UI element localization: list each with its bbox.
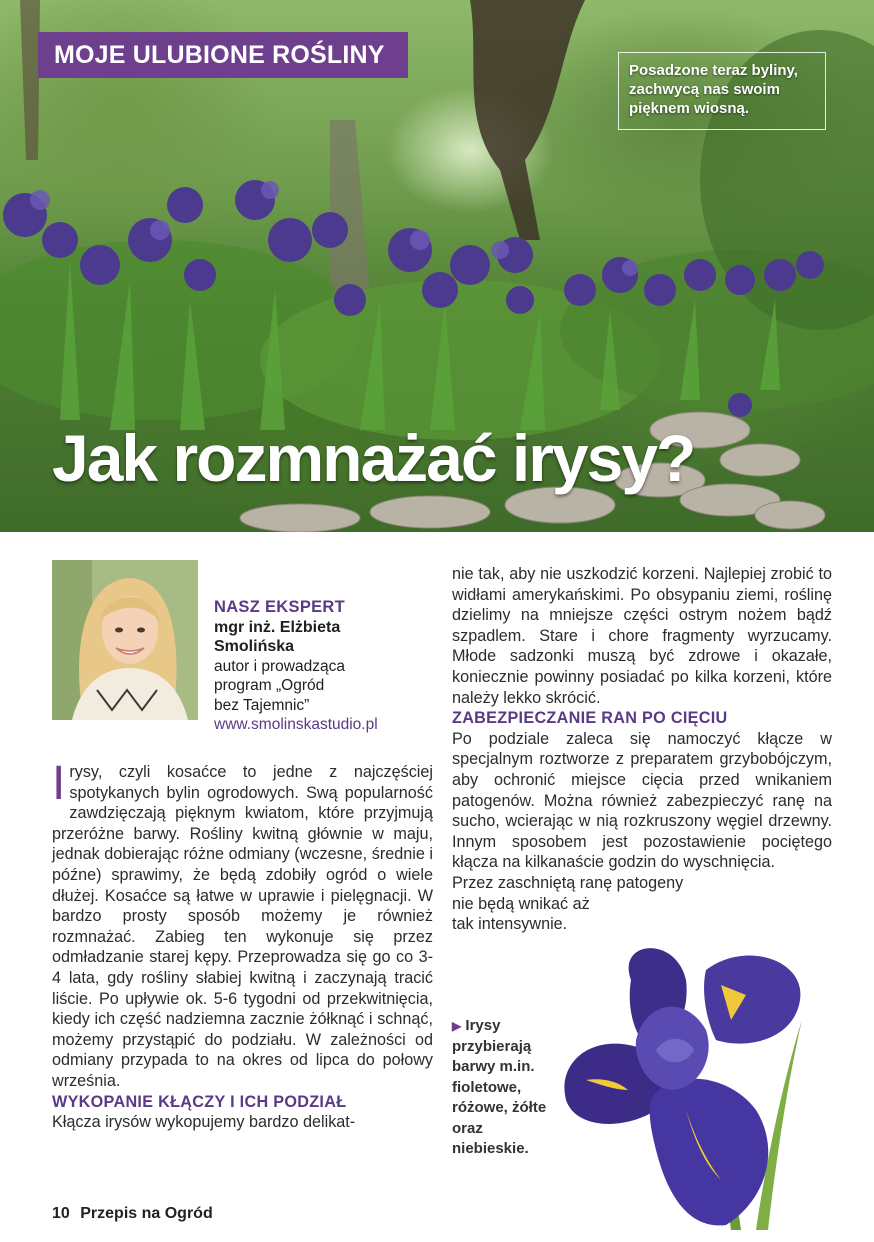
intro-paragraph xyxy=(52,757,433,1092)
caption-arrow-icon: ▶ xyxy=(452,1019,462,1033)
expert-heading: NASZ EKSPERT xyxy=(214,598,346,616)
photo-caption-text: Irysy przybierają barwy m.in. fioletowe, różowe, żółte oraz niebieskie. xyxy=(452,1017,547,1157)
expert-portrait xyxy=(52,560,198,720)
subheading-digging: WYKOPANIE KŁĄCZY I ICH PODZIAŁ xyxy=(52,1092,347,1111)
expert-name-line2: Smolińska xyxy=(214,638,295,655)
iris-flower-photo xyxy=(556,940,816,1230)
page-number: 10 xyxy=(52,1205,70,1222)
hero-caption: Posadzone teraz byliny, zachwycą nas swoim pięknem wiosną. xyxy=(618,52,826,130)
section2-paragraph: Po podziale zaleca się namoczyć kłącze w specjalnym roztworze z preparatem grzybobójczym, aby ochronić miejsce cięcia przed wnikaniem patogenów. Można również zabezpieczyć ranę na sucho, wcierając w nią rozkruszony węgiel drzewny. Innym sposobem jest pozostawienie pociętego kłącza na kilkanaście godzin do wyschnięcia. xyxy=(452,729,832,872)
expert-name-line1: mgr inż. Elżbieta xyxy=(214,618,341,636)
hero-photo xyxy=(0,0,874,532)
section1-paragraph-continued: nie tak, aby nie uszkodzić korzeni. Najlepiej zrobić to widłami amerykańskimi. Po obsypaniu ziemi, roślinę dzielimy na mniejsze części ostrym nożem bądź szpadlem. Stare i chore fragmenty wyrzucamy. Młode sadzonki muszą być zdrowe i okazałe, koniecznie powinny posiadać po kilka korzeni, które należy lekko skrócić. xyxy=(452,565,832,707)
section2-line-a: Przez zaschniętą ranę patogeny xyxy=(452,873,684,892)
expert-portrait-illustration xyxy=(52,560,198,720)
section2-line-c: tak intensywnie. xyxy=(452,915,568,934)
subheading-wound-protection: ZABEZPIECZANIE RAN PO CIĘCIU xyxy=(452,709,728,728)
expert-info xyxy=(214,598,434,735)
page-footer xyxy=(52,1205,213,1223)
article-column-left xyxy=(52,757,433,1133)
magazine-name: Przepis na Ogród xyxy=(80,1205,213,1222)
section2-line-b: nie będą wnikać aż xyxy=(452,894,590,913)
section1-paragraph-start: Kłącza irysów wykopujemy bardzo delikat- xyxy=(52,1113,356,1132)
section-banner: MOJE ULUBIONE ROŚLINY xyxy=(38,32,408,78)
photo-caption xyxy=(452,1016,552,1160)
iris-flower-icon xyxy=(556,940,816,1230)
drop-cap: I xyxy=(52,757,66,810)
intro-text: rysy, czyli kosaćce to jedne z najczęściej spotykanych bylin ogrodowych. Swą popularność zawdzięczają pięknym kwiatom, które przyjmują przeróżne barwy. Rośliny kwitną głównie w maju, jednak dobierając różne odmiany (wczesne, średnie i późne) sprawimy, że będą zdobiły ogród o wiele dłużej. Kosaćce są łatwe w uprawie i pielęgnacji. W bardzo prosty sposób możemy je również rozmnażać. Zabieg ten wykonuje się przez odmładzanie starej kępy. Przeprowadza się go co 3-4 lata, gdy rośliny słabiej kwitną i zaczynają tracić liście. Po upływie ok. 5-6 tygodni od przekwitnięcia, kiedy ich część nadziemna zacznie żółknąć i schnąć, możemy przystąpić do podziału. W zależności od odmiany przypada to na okres od lipca do połowy września. xyxy=(52,763,433,1090)
expert-role-line2: program „Ogród xyxy=(214,677,325,694)
expert-role-line1: autor i prowadząca xyxy=(214,657,345,675)
expert-role-line3: bez Tajemnic” xyxy=(214,696,310,714)
article-column-right xyxy=(452,564,832,935)
expert-website-link[interactable]: www.smolinskastudio.pl xyxy=(214,716,378,733)
article-title: Jak rozmnażać irysy? xyxy=(52,421,695,495)
